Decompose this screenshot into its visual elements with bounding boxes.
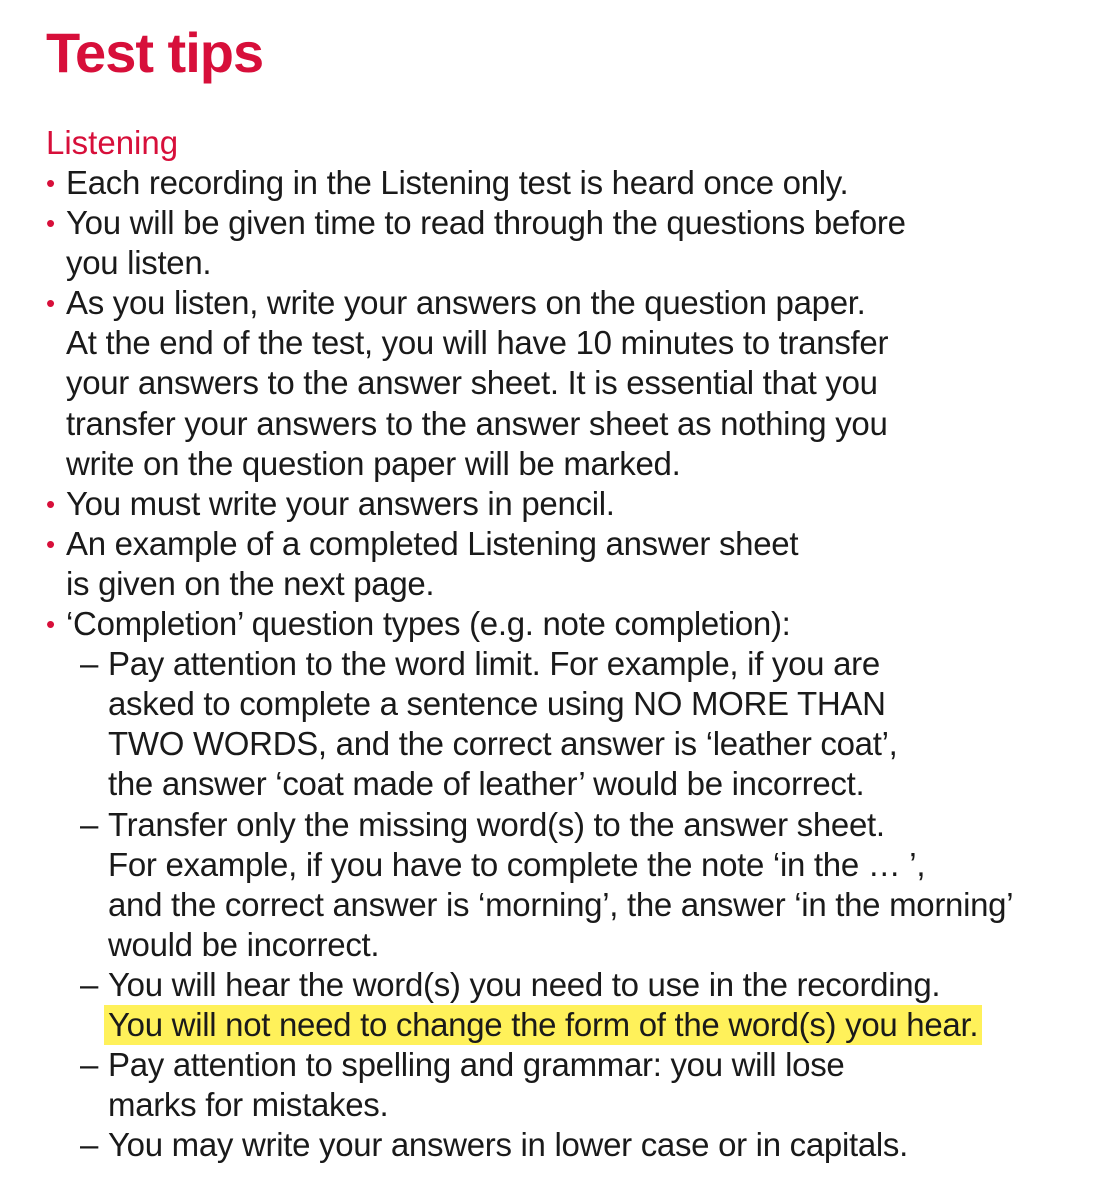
tip-text-line: You will be given time to read through the questions before bbox=[66, 204, 906, 242]
subtip-text-line: Transfer only the missing word(s) to the answer sheet. bbox=[108, 805, 885, 843]
dash-marker: – bbox=[80, 805, 99, 843]
tip-text-line: An example of a completed Listening answer sheet bbox=[66, 524, 799, 562]
subtip-text-line: You may write your answers in lower case or in capitals. bbox=[108, 1126, 908, 1164]
bullet-marker: • bbox=[46, 288, 55, 319]
subtip-text-line: and the correct answer is ‘morning’, the answer ‘in the morning’ bbox=[108, 885, 1014, 923]
bullet-marker: • bbox=[46, 609, 55, 640]
page-title: Test tips bbox=[46, 21, 264, 84]
tip-item bbox=[46, 203, 1104, 283]
bullet-marker: • bbox=[46, 528, 55, 559]
tip-text-line: Each recording in the Listening test is heard once only. bbox=[66, 164, 849, 201]
tip-item bbox=[46, 484, 1104, 524]
subtip-text-line: marks for mistakes. bbox=[108, 1086, 389, 1124]
tip-item bbox=[46, 163, 1104, 203]
tip-item bbox=[46, 524, 1104, 604]
tip-text-line: At the end of the test, you will have 10 minutes to transfer bbox=[66, 324, 889, 362]
tip-text-line: As you listen, write your answers on the question paper. bbox=[66, 284, 866, 322]
completion-subtips-list bbox=[46, 644, 1104, 1165]
test-tips-page bbox=[46, 18, 1104, 1165]
subtip-item bbox=[46, 965, 1104, 1045]
tip-text-line: transfer your answers to the answer sheet as nothing you bbox=[66, 404, 888, 442]
dash-marker: – bbox=[80, 1046, 99, 1084]
dash-marker: – bbox=[80, 965, 99, 1003]
subtip-text-line: You will hear the word(s) you need to use in the recording. bbox=[108, 965, 941, 1003]
section-heading-listening: Listening bbox=[46, 124, 179, 161]
tip-text-line: your answers to the answer sheet. It is essential that you bbox=[66, 364, 878, 402]
tip-text-line: You must write your answers in pencil. bbox=[66, 484, 615, 522]
subtip-item bbox=[46, 1125, 1104, 1165]
subtip-item bbox=[46, 1045, 1104, 1125]
tip-item bbox=[46, 604, 1104, 1165]
tip-text-line: you listen. bbox=[66, 244, 212, 282]
subtip-text-line: Pay attention to the word limit. For example, if you are bbox=[108, 645, 880, 683]
tips-list bbox=[46, 163, 1104, 1165]
subtip-text-line: would be incorrect. bbox=[108, 925, 380, 963]
subtip-text-line: asked to complete a sentence using NO MORE THAN bbox=[108, 685, 886, 723]
bullet-marker: • bbox=[46, 488, 55, 519]
bullet-marker: • bbox=[46, 168, 55, 198]
tip-text-line: ‘Completion’ question types (e.g. note completion): bbox=[66, 605, 791, 643]
tip-text-line: is given on the next page. bbox=[66, 564, 435, 602]
highlighted-text-line: You will not need to change the form of the word(s) you hear. bbox=[108, 1005, 1104, 1045]
dash-marker: – bbox=[80, 645, 99, 683]
subtip-text-line: For example, if you have to complete the note ‘in the … ’, bbox=[108, 845, 926, 883]
subtip-text-line: Pay attention to spelling and grammar: you will lose bbox=[108, 1046, 845, 1084]
subtip-text-line: TWO WORDS, and the correct answer is ‘leather coat’, bbox=[108, 725, 898, 763]
subtip-item bbox=[46, 644, 1104, 804]
tip-item bbox=[46, 283, 1104, 483]
subtip-text-line: the answer ‘coat made of leather’ would be incorrect. bbox=[108, 765, 865, 803]
bullet-marker: • bbox=[46, 208, 55, 239]
subtip-item bbox=[46, 805, 1104, 965]
tip-text-line: write on the question paper will be marked. bbox=[66, 444, 681, 482]
dash-marker: – bbox=[80, 1126, 99, 1164]
